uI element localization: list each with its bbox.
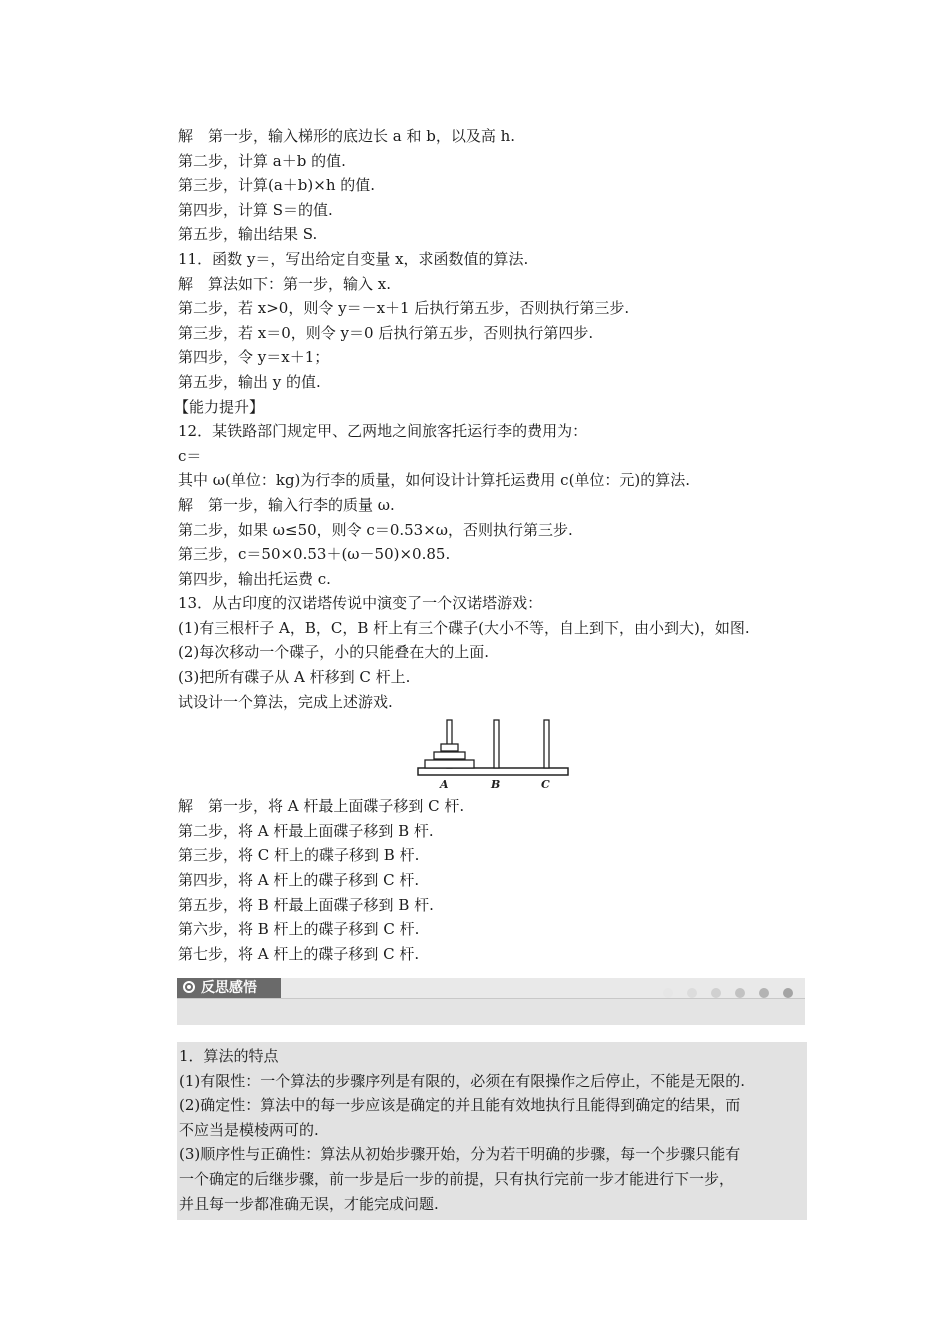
summary-line: 不应当是模棱两可的. [179, 1120, 319, 1139]
summary-line: 并且每一步都准确无误，才能完成问题. [179, 1194, 439, 1213]
reflection-header-bar [177, 978, 805, 999]
dot-icon [759, 988, 769, 998]
summary-line: (2)确定性：算法中的每一步应该是确定的并且能有效地执行且能得到确定的结果，而 [179, 1096, 741, 1115]
q13-solution-line: 解 第一步，将 A 杆最上面碟子移到 C 杆. [178, 797, 465, 816]
disk-medium [434, 752, 465, 759]
summary-line: (1)有限性：一个算法的步骤序列是有限的，必须在有限操作之后停止，不能是无限的. [179, 1071, 746, 1090]
q13-line: 试设计一个算法，完成上述游戏. [178, 692, 393, 711]
q13-line: 13．从古印度的汉诺塔传说中演变了一个汉诺塔游戏： [178, 594, 543, 613]
peg-label-c: C [541, 778, 550, 792]
q12-line: 第三步，c＝50×0.53＋(ω－50)×0.85. [178, 545, 451, 564]
q13-solution-line: 第七步，将 A 杆上的碟子移到 C 杆. [178, 944, 420, 963]
q13-solution-line: 第六步，将 B 杆上的碟子移到 C 杆. [178, 920, 420, 939]
reflection-tab [177, 978, 281, 998]
target-icon [183, 981, 195, 993]
hanoi-tower-figure [416, 718, 576, 794]
peg-c [544, 720, 549, 768]
peg-label-b: B [491, 778, 501, 792]
q13-line: (2)每次移动一个碟子，小的只能叠在大的上面. [178, 643, 490, 662]
dot-icon [735, 988, 745, 998]
summary-line: (3)顺序性与正确性：算法从初始步骤开始，分为若干明确的步骤，每一个步骤只能有 [179, 1145, 741, 1164]
hanoi-tower-drawing [416, 718, 576, 794]
q12-line: c＝ [178, 446, 202, 465]
q12-line: 第二步，如果 ω≤50，则令 c＝0.53×ω，否则执行第三步. [178, 520, 573, 539]
dot-icon [711, 988, 721, 998]
reflection-title: 反思感悟 [201, 980, 257, 996]
section-heading-ability: 【能力提升】 [174, 397, 265, 416]
q11-line: 第三步，若 x＝0，则令 y＝0 后执行第五步，否则执行第四步. [178, 323, 594, 342]
tower-base [418, 768, 568, 775]
q10-solution-line: 第四步，计算 S＝的值. [178, 200, 333, 219]
q11-line: 第四步，令 y＝x＋1； [178, 348, 330, 367]
disk-small [441, 744, 458, 751]
q11-line: 解 算法如下：第一步，输入 x. [178, 274, 391, 293]
q12-line: 12．某铁路部门规定甲、乙两地之间旅客托运行李的费用为： [178, 422, 588, 441]
q10-solution-line: 第五步，输出结果 S. [178, 225, 318, 244]
q11-line: 第二步，若 x>0，则令 y＝－x＋1 后执行第五步，否则执行第三步. [178, 299, 630, 318]
q13-solution-line: 第二步，将 A 杆最上面碟子移到 B 杆. [178, 821, 434, 840]
summary-line: 一个确定的后继步骤，前一步是后一步的前提，只有执行完前一步才能进行下一步， [179, 1169, 735, 1188]
q11-line: 第五步，输出 y 的值. [178, 372, 321, 391]
q11-line: 11．函数 y＝，写出给定自变量 x，求函数值的算法. [178, 249, 529, 268]
disk-large [425, 760, 474, 768]
q13-solution-line: 第三步，将 C 杆上的碟子移到 B 杆. [178, 846, 420, 865]
q12-line: 其中 ω(单位：kg)为行李的质量，如何设计计算托运费用 c(单位：元)的算法. [178, 471, 691, 490]
q13-solution-line: 第四步，将 A 杆上的碟子移到 C 杆. [178, 871, 420, 890]
dot-icon [687, 988, 697, 998]
reflection-band [177, 999, 805, 1025]
q12-line: 第四步，输出托运费 c. [178, 569, 331, 588]
worksheet-content [174, 124, 808, 966]
peg-label-a: A [440, 778, 449, 792]
q13-solution-line: 第五步，将 B 杆最上面碟子移到 B 杆. [178, 895, 434, 914]
q13-line: (1)有三根杆子 A，B，C，B 杆上有三个碟子(大小不等，自上到下，由小到大)，如图. [178, 618, 750, 637]
q10-solution-line: 解 第一步，输入梯形的底边长 a 和 b，以及高 h. [178, 127, 516, 145]
peg-b [494, 720, 499, 768]
q13-line: (3)把所有碟子从 A 杆移到 C 杆上. [178, 668, 411, 687]
q12-line: 解 第一步，输入行李的质量 ω. [178, 495, 395, 514]
summary-line: 1．算法的特点 [179, 1047, 279, 1065]
q10-solution-line: 第三步，计算(a＋b)×h 的值. [178, 176, 376, 195]
q10-solution-line: 第二步，计算 a＋b 的值. [178, 151, 346, 170]
dot-icon [783, 988, 793, 998]
dot-icon [663, 988, 673, 998]
summary-box [177, 1042, 807, 1220]
